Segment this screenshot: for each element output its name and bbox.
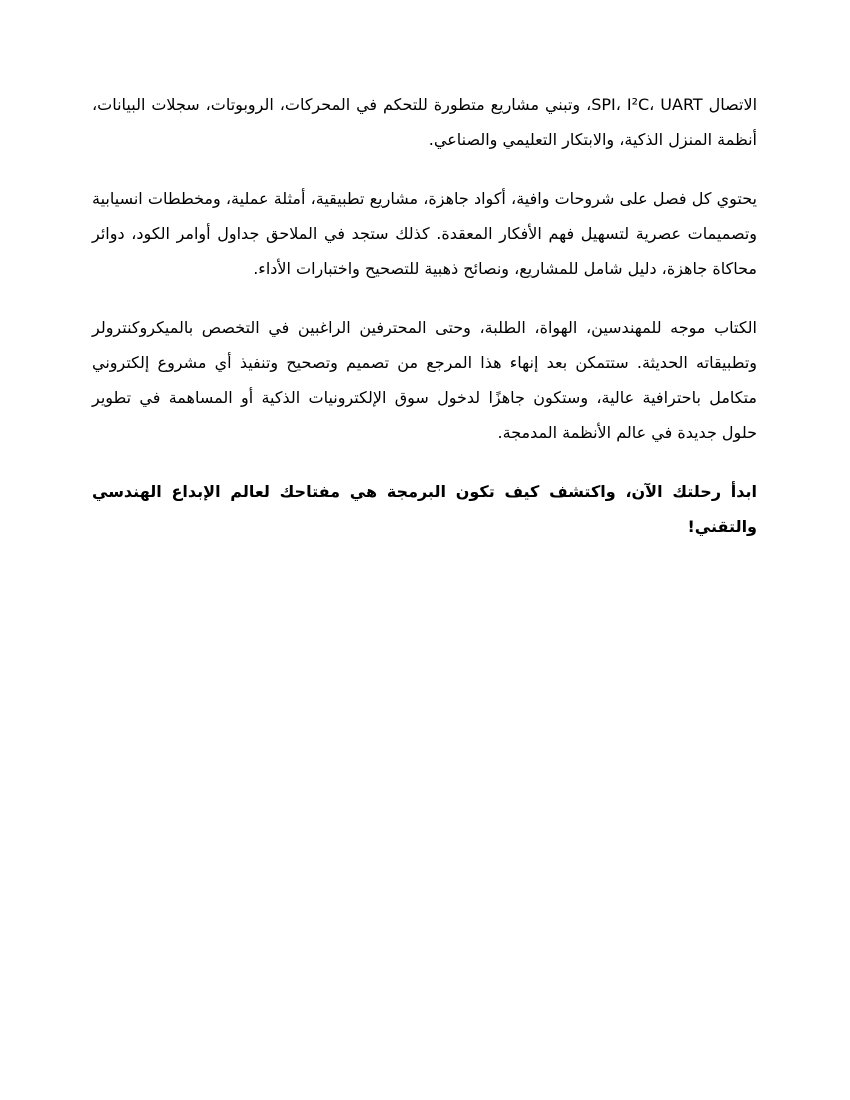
- paragraph-intro-continuation: الاتصال SPI، I²C، UART، وتبني مشاريع متطورة للتحكم في المحركات، الروبوتات، سجلات البيانات، أنظمة المنزل الذكية، والابتكار التعليمي والصناعي.: [92, 95, 758, 149]
- paragraph-target-audience: الكتاب موجه للمهندسين، الهواة، الطلبة، وحتى المحترفين الراغبين في التخصص بالميكروكنترولر وتطبيقاته الحديثة. ستتمكن بعد إنهاء هذا المرجع من تصميم وتصحيح وتنفيذ أي مشروع إلكتروني متكامل باحترافية عالية، وستكون جاهزًا لدخول سوق الإلكترونيات الذكية أو المساهمة في تطوير حلول جديدة في عالم الأنظمة المدمجة.: [92, 318, 757, 442]
- paragraph-chapter-contents: يحتوي كل فصل على شروحات وافية، أكواد جاهزة، مشاريع تطبيقية، أمثلة عملية، ومخططات انسيابية وتصميمات عصرية لتسهيل فهم الأفكار المعقدة. كذلك ستجد في الملاحق جداول أوامر الكود، دوائر محاكاة جاهزة، دليل شامل للمشاريع، ونصائح ذهبية للتصحيح واختبارات الأداء.: [92, 189, 757, 278]
- document-page: [92, 87, 757, 568]
- closing-call-to-action: ابدأ رحلتك الآن، واكتشف كيف تكون البرمجة هي مفتاحك لعالم الإبداع الهندسي والتقني!: [92, 482, 757, 536]
